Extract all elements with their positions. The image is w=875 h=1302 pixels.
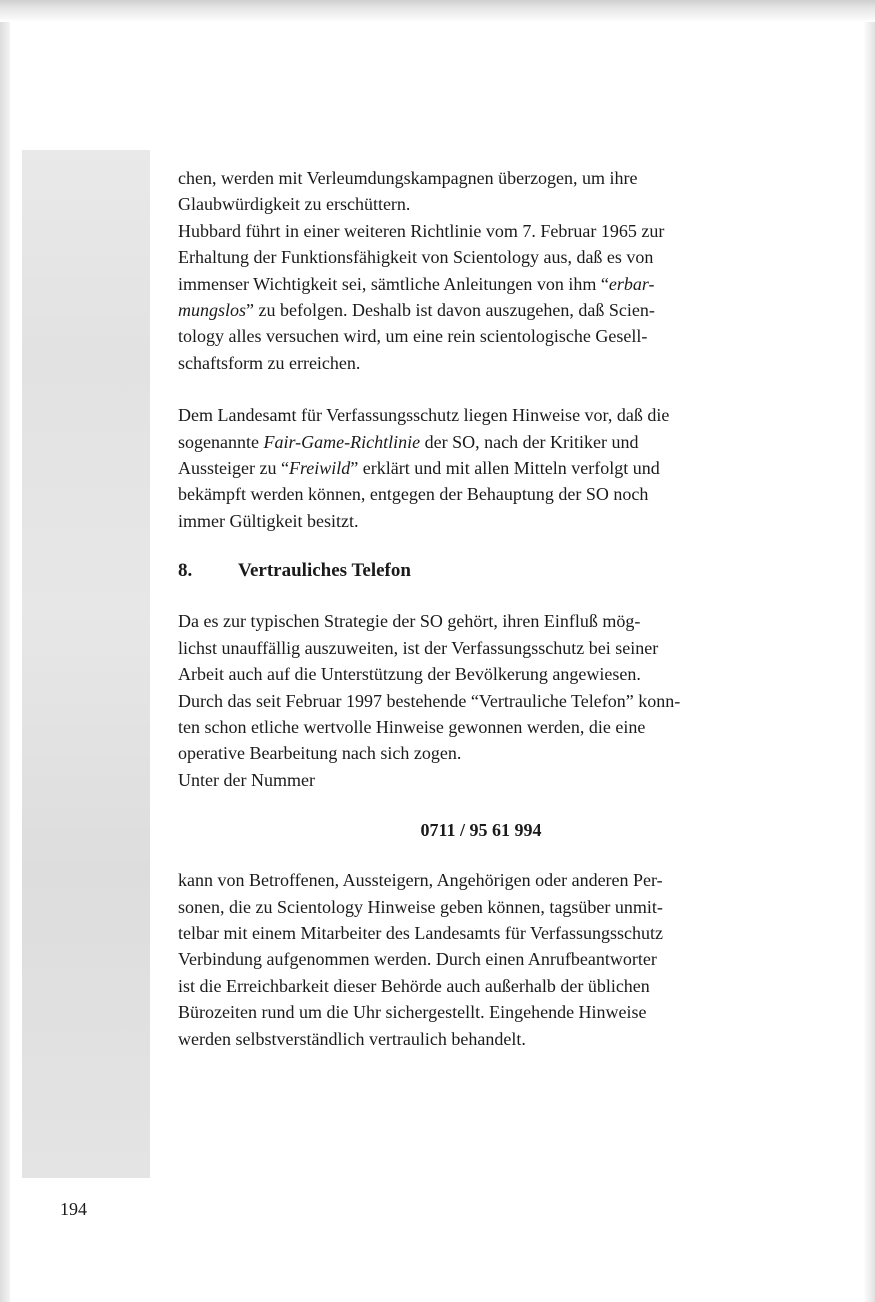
emphasis-text: erbar-: [608, 273, 655, 294]
text-line: lichst unauffällig auszuweiten, ist der Verfassungsschutz bei seiner: [178, 637, 659, 658]
paragraph-continuation: [178, 165, 784, 218]
text-line: Arbeit auch auf die Unterstützung der Bevölkerung angewiesen.: [178, 664, 641, 685]
paragraph-telephone-details: [178, 867, 784, 1052]
text-line: immer Gültigkeit besitzt.: [178, 510, 359, 531]
text-line: Verbindung aufgenommen werden. Durch einen Anrufbeantworter: [178, 949, 657, 970]
text-line: Dem Landesamt für Verfassungsschutz liegen Hinweise vor, daß die: [178, 405, 670, 426]
text-line: ten schon etliche wertvolle Hinweise gewonnen werden, die eine: [178, 716, 646, 737]
text-line: ” erklärt und mit allen Mitteln verfolgt und: [350, 458, 660, 479]
text-line: immenser Wichtigkeit sei, sämtliche Anleitungen von ihm “: [178, 273, 609, 294]
text-line: telbar mit einem Mitarbeiter des Landesamts für Verfassungsschutz: [178, 922, 664, 943]
paragraph-telephone-intro: [178, 608, 784, 793]
text-line: bekämpft werden können, entgegen der Behauptung der SO noch: [178, 484, 649, 505]
text-line: Durch das seit Februar 1997 bestehende “Vertrauliche Telefon” konn-: [178, 690, 681, 711]
scan-edge-right: [863, 22, 875, 1302]
emphasis-text: Freiwild: [288, 458, 351, 479]
text-line: operative Bearbeitung nach sich zogen.: [178, 743, 462, 764]
margin-shading: [22, 150, 150, 1178]
emphasis-text: mungslos: [178, 300, 247, 321]
section-heading: [178, 558, 784, 584]
text-line: Aussteiger zu “: [178, 458, 289, 479]
scan-edge-top: [0, 0, 875, 22]
page-number: 194: [60, 1199, 87, 1219]
text-line: Erhaltung der Funktionsfähigkeit von Scientology aus, daß es von: [178, 247, 654, 268]
text-line: Unter der Nummer: [178, 769, 315, 790]
page-body: [178, 165, 784, 1052]
scan-edge-left: [0, 22, 10, 1302]
text-line: Hubbard führt in einer weiteren Richtlinie vom 7. Februar 1965 zur: [178, 220, 665, 241]
text-line: kann von Betroffenen, Aussteigern, Angehörigen oder anderen Per-: [178, 870, 663, 891]
emphasis-text: Fair-Game-Richtlinie: [263, 431, 421, 452]
section-title: Vertrauliches Telefon: [238, 560, 411, 582]
text-line: Bürozeiten rund um die Uhr sichergestellt. Eingehende Hinweise: [178, 1002, 647, 1023]
text-line: schaftsform zu erreichen.: [178, 352, 361, 373]
text-line: der SO, nach der Kritiker und: [420, 431, 639, 452]
section-gap: [178, 534, 784, 558]
text-line: sonen, die zu Scientology Hinweise geben können, tagsüber unmit-: [178, 896, 663, 917]
paragraph-fair-game: [178, 402, 784, 534]
phone-number: 0711 / 95 61 994: [420, 820, 542, 841]
text-line: werden selbstverständlich vertraulich behandelt.: [178, 1028, 526, 1049]
paragraph-gap: [178, 376, 784, 402]
text-line: sogenannte: [178, 431, 264, 452]
phone-gap: [178, 793, 784, 817]
text-line: tology alles versuchen wird, um eine rein scientologische Gesell-: [178, 326, 648, 347]
section-gap: [178, 584, 784, 608]
phone-gap: [178, 843, 784, 867]
text-line: chen, werden mit Verleumdungskampagnen überzogen, um ihre: [178, 168, 638, 188]
text-line: ist die Erreichbarkeit dieser Behörde auch außerhalb der üblichen: [178, 975, 650, 996]
section-number: 8.: [178, 560, 193, 582]
text-line: ” zu befolgen. Deshalb ist davon auszugehen, daß Scien-: [246, 300, 655, 321]
paragraph-hubbard-directive: [178, 218, 784, 376]
text-line: Da es zur typischen Strategie der SO gehört, ihren Einfluß mög-: [178, 611, 641, 632]
text-line: Glaubwürdigkeit zu erschüttern.: [178, 194, 411, 215]
